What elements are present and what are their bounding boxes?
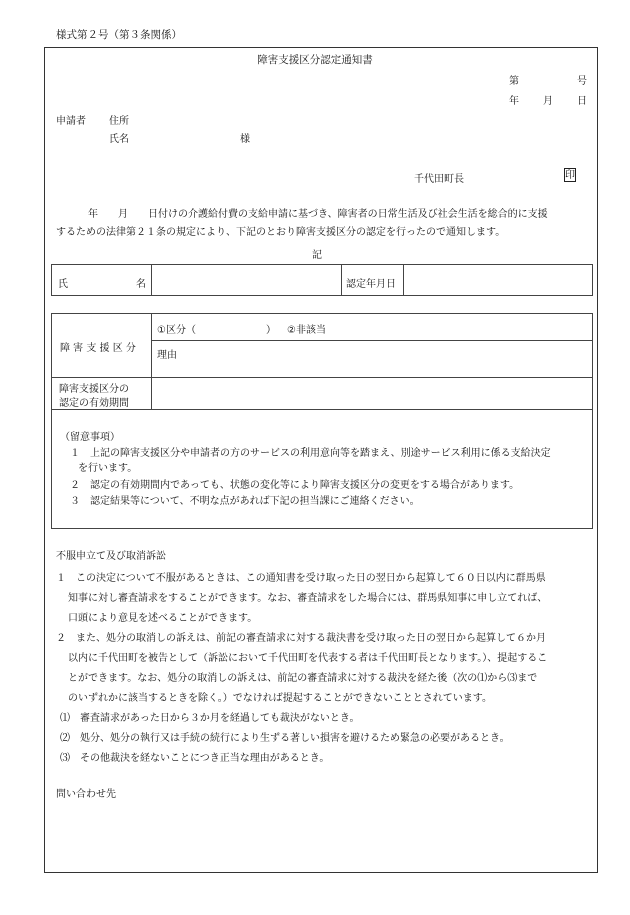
- appeal-item-1: ⑴ 審査請求があった日から３か月を経過しても裁決がないとき。: [60, 713, 360, 724]
- body-line-2: するための法律第２１条の規定により、下記のとおり障害支援区分の認定を行ったので通知します。: [56, 227, 506, 238]
- form-label: 様式第２号（第３条関係）: [56, 29, 182, 41]
- appeal-2-line-3: とができます。なお、処分の取消しの訴えは、前記の審査請求に対する裁決を経た後（次の⑴から⑶まで: [68, 673, 538, 684]
- number-go: 号: [577, 76, 587, 87]
- issuer-name: 千代田町長: [414, 174, 464, 185]
- date-year: 年: [509, 96, 519, 107]
- appeal-item-3: ⑶ その他裁決を経ないことにつき正当な理由があるとき。: [60, 753, 330, 764]
- contact-label: 問い合わせ先: [56, 789, 116, 800]
- category-option-2: ②非該当: [287, 325, 326, 336]
- note-1-line-2: を行います。: [78, 463, 138, 474]
- period-label-line-2: 認定の有効期間: [59, 398, 129, 409]
- period-label-line-1: 障害支援区分の: [59, 384, 129, 395]
- appeal-heading: 不服申立て及び取消訴訟: [56, 551, 166, 562]
- note-2: ２ 認定の有効期間内であっても、状態の変化等により障害支援区分の変更をする場合があります。: [70, 480, 520, 491]
- appeal-2-line-2: 以内に千代田町を被告として（訴訟において千代田町を代表する者は千代田町長となります。）、提起するこ: [68, 653, 548, 664]
- appeal-1-line-2: 知事に対し審査請求をすることができます。なお、審査請求をした場合には、群馬県知事に申し立てれば、: [68, 593, 548, 604]
- number-dai: 第: [509, 76, 519, 87]
- appeal-item-2: ⑵ 処分、処分の執行又は手続の続行により生ずる著しい損害を避けるため緊急の必要があるとき。: [60, 733, 510, 744]
- body-line-1: 年 月 日付けの介護給付費の支給申請に基づき、障害者の日常生活及び社会生活を総合的に支援: [88, 209, 548, 220]
- address-label: 住所: [109, 116, 129, 127]
- category-option-1: ①区分（ ）: [157, 325, 276, 336]
- appeal-1-line-1: １ この決定について不服があるときは、この通知書を受け取った日の翌日から起算して６０日以内に群馬県: [56, 573, 546, 584]
- note-3: ３ 認定結果等について、不明な点があれば下記の担当課にご連絡ください。: [70, 496, 420, 507]
- document-title: 障害支援区分認定通知書: [257, 54, 373, 66]
- certification-date-label: 認定年月日: [346, 279, 396, 290]
- applicant-label: 申請者: [56, 116, 86, 127]
- table-name-label-2: 名: [136, 279, 146, 290]
- note-1-line-1: １ 上記の障害支援区分や申請者の方のサービスの利用意向等を踏まえ、別途サービス利用に係る支給決定: [70, 448, 551, 459]
- category-label: 障 害 支 援 区 分: [60, 343, 136, 354]
- notes-heading: （留意事項）: [60, 432, 120, 443]
- seal-mark: 印: [565, 170, 575, 181]
- date-day: 日: [577, 96, 587, 107]
- appeal-2-line-1: ２ また、処分の取消しの訴えは、前記の審査請求に対する裁決書を受け取った日の翌日から起算して６か月: [56, 633, 546, 644]
- name-date-table: [51, 264, 593, 296]
- appeal-2-line-4: のいずれかに該当するときを除く。）でなければ提起することができないこととされています。: [68, 693, 492, 704]
- name-label: 氏名: [109, 134, 129, 145]
- honorific: 様: [240, 134, 250, 145]
- table-name-label-1: 氏: [58, 279, 68, 290]
- date-month: 月: [543, 96, 553, 107]
- reason-label: 理由: [157, 350, 177, 361]
- appeal-1-line-3: 口頭により意見を述べることができます。: [68, 613, 258, 624]
- ki-mark: 記: [312, 250, 322, 261]
